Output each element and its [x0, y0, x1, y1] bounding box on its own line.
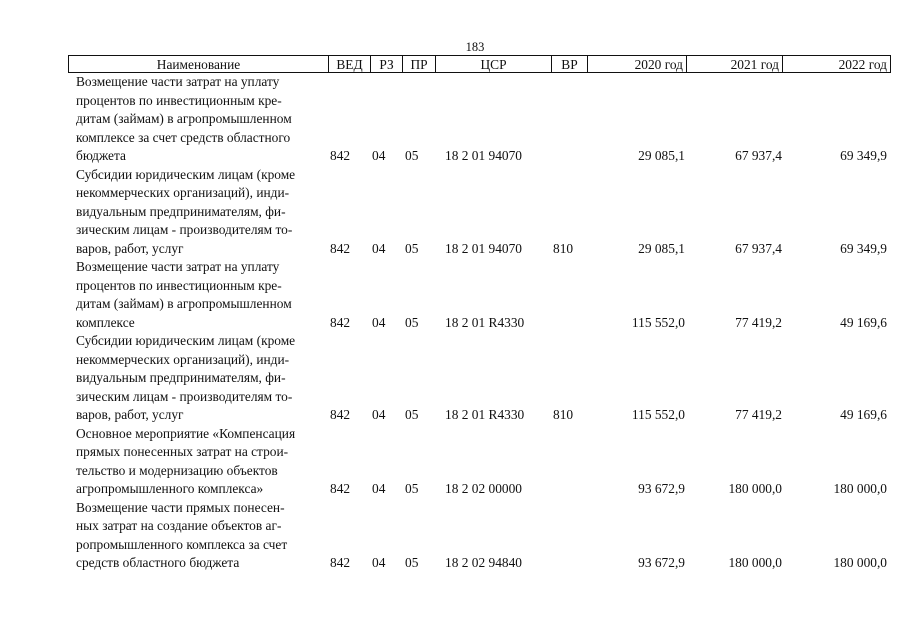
cell-y2022: 180 000,0: [833, 481, 887, 496]
cell-ved: 842: [330, 555, 351, 570]
cell-csr: 18 2 01 94070: [445, 240, 522, 256]
cell-y2020: 93 672,9: [638, 481, 685, 496]
cell-y2020: 93 672,9: [638, 555, 685, 570]
cell-y2021: 67 937,4: [735, 240, 782, 256]
cell-pr: 05: [405, 314, 419, 330]
cell-pr: 05: [405, 555, 419, 570]
table-header: [68, 55, 891, 73]
cell-y2022: 49 169,6: [840, 314, 887, 330]
row-name: Возмещение части прямых понесен- ных затрат на создание объектов аг- ропромышленного комплекса за счет средств областного бюджета: [76, 499, 288, 570]
cell-rz: 04: [372, 481, 386, 496]
row-name: Возмещение части затрат на уплату процентов по инвестиционным кре- дитам (займам) в агропромышленном комплексе: [76, 259, 292, 330]
row-name: Субсидии юридическим лицам (кроме некоммерческих организаций), инди- видуальным предпринимателям, фи- зическим лицам - производителям то- варов, работ, услуг: [76, 166, 296, 256]
cell-y2021: 180 000,0: [728, 555, 782, 570]
cell-rz: 04: [372, 555, 386, 570]
cell-csr: 18 2 01 R4330: [445, 314, 525, 330]
cell-vr: 810: [553, 240, 574, 256]
row-name: Основное мероприятие «Компенсация прямых понесенных затрат на строи- тельство и модернизацию объектов агропромышленного комплекса»: [76, 425, 296, 496]
cell-pr: 05: [405, 148, 419, 163]
cell-y2021: 180 000,0: [728, 481, 782, 496]
cell-csr: 18 2 01 94070: [445, 148, 522, 163]
cell-ved: 842: [330, 481, 351, 496]
cell-y2022: 69 349,9: [840, 148, 887, 163]
header-csr: ЦСР: [435, 56, 551, 73]
header-2021: 2021 год: [686, 56, 782, 73]
cell-pr: 05: [405, 407, 419, 422]
cell-y2020: 29 085,1: [638, 240, 685, 256]
cell-y2020: 115 552,0: [631, 314, 685, 330]
cell-y2022: 49 169,6: [840, 407, 887, 422]
cell-rz: 04: [372, 407, 386, 422]
cell-csr: 18 2 02 94840: [445, 555, 522, 570]
cell-ved: 842: [330, 240, 351, 256]
cell-rz: 04: [372, 314, 386, 330]
table-row: [68, 332, 891, 425]
cell-y2022: 180 000,0: [833, 555, 887, 570]
cell-pr: 05: [405, 240, 419, 256]
cell-y2021: 77 419,2: [735, 407, 782, 422]
header-2022: 2022 год: [782, 56, 890, 73]
cell-csr: 18 2 01 R4330: [445, 407, 525, 422]
header-vr: ВР: [551, 56, 587, 73]
page-number: 183: [465, 40, 485, 54]
row-name: Субсидии юридическим лицам (кроме некоммерческих организаций), инди- видуальным предпринимателям, фи- зическим лицам - производителям то- варов, работ, услуг: [76, 333, 296, 422]
row-name: Возмещение части затрат на уплату процентов по инвестиционным кре- дитам (займам) в агропромышленном комплексе за счет средств областного бюджета: [76, 74, 292, 163]
cell-pr: 05: [405, 481, 419, 496]
header-name: Наименование: [156, 57, 241, 72]
cell-ved: 842: [330, 314, 351, 330]
cell-vr: 810: [553, 407, 574, 422]
table-row: [68, 73, 891, 166]
cell-y2022: 69 349,9: [840, 240, 887, 256]
cell-rz: 04: [372, 148, 386, 163]
cell-ved: 842: [330, 148, 351, 163]
cell-y2020: 29 085,1: [638, 148, 685, 163]
table-row: [68, 425, 891, 499]
table-row: [68, 166, 891, 259]
header-ved: ВЕД: [328, 56, 370, 73]
header-rz: РЗ: [370, 56, 402, 73]
cell-ved: 842: [330, 407, 351, 422]
table-body: [68, 73, 891, 573]
header-2020: 2020 год: [587, 56, 686, 73]
cell-rz: 04: [372, 240, 386, 256]
cell-csr: 18 2 02 00000: [445, 481, 522, 496]
cell-y2021: 77 419,2: [735, 314, 782, 330]
budget-table: [68, 55, 891, 573]
header-pr: ПР: [402, 56, 435, 73]
cell-y2021: 67 937,4: [735, 148, 782, 163]
table-row: [68, 499, 891, 573]
cell-y2020: 115 552,0: [631, 407, 685, 422]
table-row: [68, 258, 891, 332]
